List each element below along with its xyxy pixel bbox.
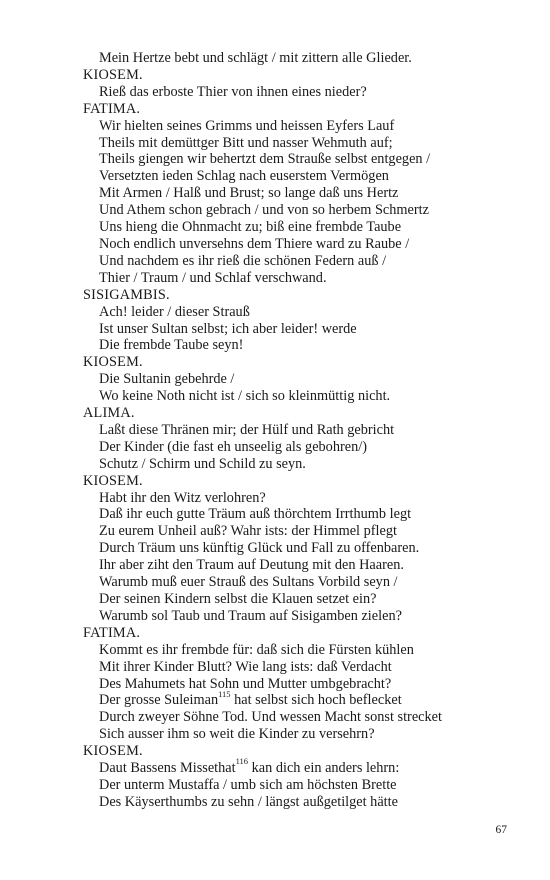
verse-line: Ihr aber ziht den Traum auf Deutung mit den Haaren. xyxy=(99,557,404,574)
verse-line: Die frembde Taube seyn! xyxy=(99,337,244,354)
speaker-name: KIOSEM. xyxy=(83,354,143,371)
verse-line: Des Mahumets hat Sohn und Mutter umbgebracht? xyxy=(99,675,392,692)
speaker-name: KIOSEM. xyxy=(83,472,143,489)
verse-text: Daut Bassens Missethat xyxy=(99,760,236,777)
verse-line: Warumb muß euer Strauß des Sultans Vorbild seyn / xyxy=(99,574,398,591)
verse-line: Und Athem schon gebrach / und von so herbem Schmertz xyxy=(99,202,429,219)
verse-line: Zu eurem Unheil auß? Wahr ists: der Himmel pflegt xyxy=(99,523,397,540)
verse-line: Des Käyserthumbs zu sehn / längst außgetilget hätte xyxy=(99,793,398,810)
verse-line: Mein Hertze bebt und schlägt / mit zittern alle Glieder. xyxy=(99,50,412,66)
verse-text: Der grosse Suleiman xyxy=(99,692,219,709)
verse-line: Versetzten ieden Schlag nach euserstem Vermögen xyxy=(99,168,389,185)
verse-line: Und nachdem es ihr rieß die schönen Federn auß / xyxy=(99,252,387,269)
speaker-name: KIOSEM. xyxy=(83,66,143,83)
speaker-name: KIOSEM. xyxy=(83,743,143,760)
verse-line xyxy=(83,688,523,709)
verse-line: Mit Armen / Halß und Brust; so lange daß uns Hertz xyxy=(99,185,399,202)
verse-line: Die Sultanin gebehrde / xyxy=(99,371,235,388)
speaker-name: ALIMA. xyxy=(83,405,135,422)
verse-line: Durch zweyer Söhne Tod. Und wessen Macht sonst strecket xyxy=(99,709,442,726)
verse-line: Noch endlich unversehns dem Thiere ward zu Raube / xyxy=(99,235,410,252)
verse-line: Rieß das erboste Thier von ihnen eines nieder? xyxy=(99,83,367,100)
verse-line: Wir hielten seines Grimms und heissen Eyfers Lauf xyxy=(99,117,395,134)
verse-line: Theils giengen wir behertzt dem Strauße selbst entgegen / xyxy=(99,151,431,168)
verse-line: Der Kinder (die fast eh unseelig als gebohren/) xyxy=(99,438,367,455)
verse-line: Daß ihr euch gutte Träum auß thörchtem Irrthumb legt xyxy=(99,506,412,523)
verse-line: Der seinen Kindern selbst die Klauen setzet ein? xyxy=(99,591,377,607)
verse-text: hat selbst sich hoch beflecket xyxy=(230,692,402,709)
drama-text xyxy=(83,50,523,811)
verse-line: Schutz / Schirm und Schild zu seyn. xyxy=(99,455,306,472)
footnote-marker[interactable]: 116 xyxy=(235,756,249,767)
speaker-name: FATIMA. xyxy=(83,624,141,641)
verse-line: Ach! leider / dieser Strauß xyxy=(99,303,250,320)
verse-line: Der unterm Mustaffa / umb sich am höchsten Brette xyxy=(99,776,397,793)
speaker-name: FATIMA. xyxy=(83,100,141,117)
verse-line: Warumb sol Taub und Traum auf Sisigamben zielen? xyxy=(99,607,402,624)
verse-line: Sich ausser ihm so weit die Kinder zu versehrn? xyxy=(99,726,375,743)
verse-line: Ist unser Sultan selbst; ich aber leider! werde xyxy=(99,320,357,337)
speaker-name: SISIGAMBIS. xyxy=(83,286,170,303)
verse-line xyxy=(83,756,523,777)
footnote-marker[interactable]: 115 xyxy=(218,688,231,699)
verse-line: Durch Träum uns künftig Glück und Fall zu offenbaren. xyxy=(99,540,420,557)
verse-line: Theils mit demüttger Bitt und nasser Wehmuth auf; xyxy=(99,134,393,151)
verse-line: Thier / Traum / und Schlaf verschwand. xyxy=(99,269,327,286)
verse-line: Mit ihrer Kinder Blutt? Wie lang ists: daß Verdacht xyxy=(99,658,392,675)
verse-line: Habt ihr den Witz verlohren? xyxy=(99,489,266,506)
verse-line: Uns hieng die Ohnmacht zu; biß eine frembde Taube xyxy=(99,219,402,236)
page-number: 67 xyxy=(495,824,507,836)
verse-line: Laßt diese Thränen mir; der Hülf und Rath gebricht xyxy=(99,421,395,438)
verse-text: kan dich ein anders lehrn: xyxy=(248,760,400,777)
verse-line: Kommt es ihr frembde für: daß sich die Fürsten kühlen xyxy=(99,641,414,658)
verse-line: Wo keine Noth nicht ist / sich so kleinmüttig nicht. xyxy=(99,388,391,405)
